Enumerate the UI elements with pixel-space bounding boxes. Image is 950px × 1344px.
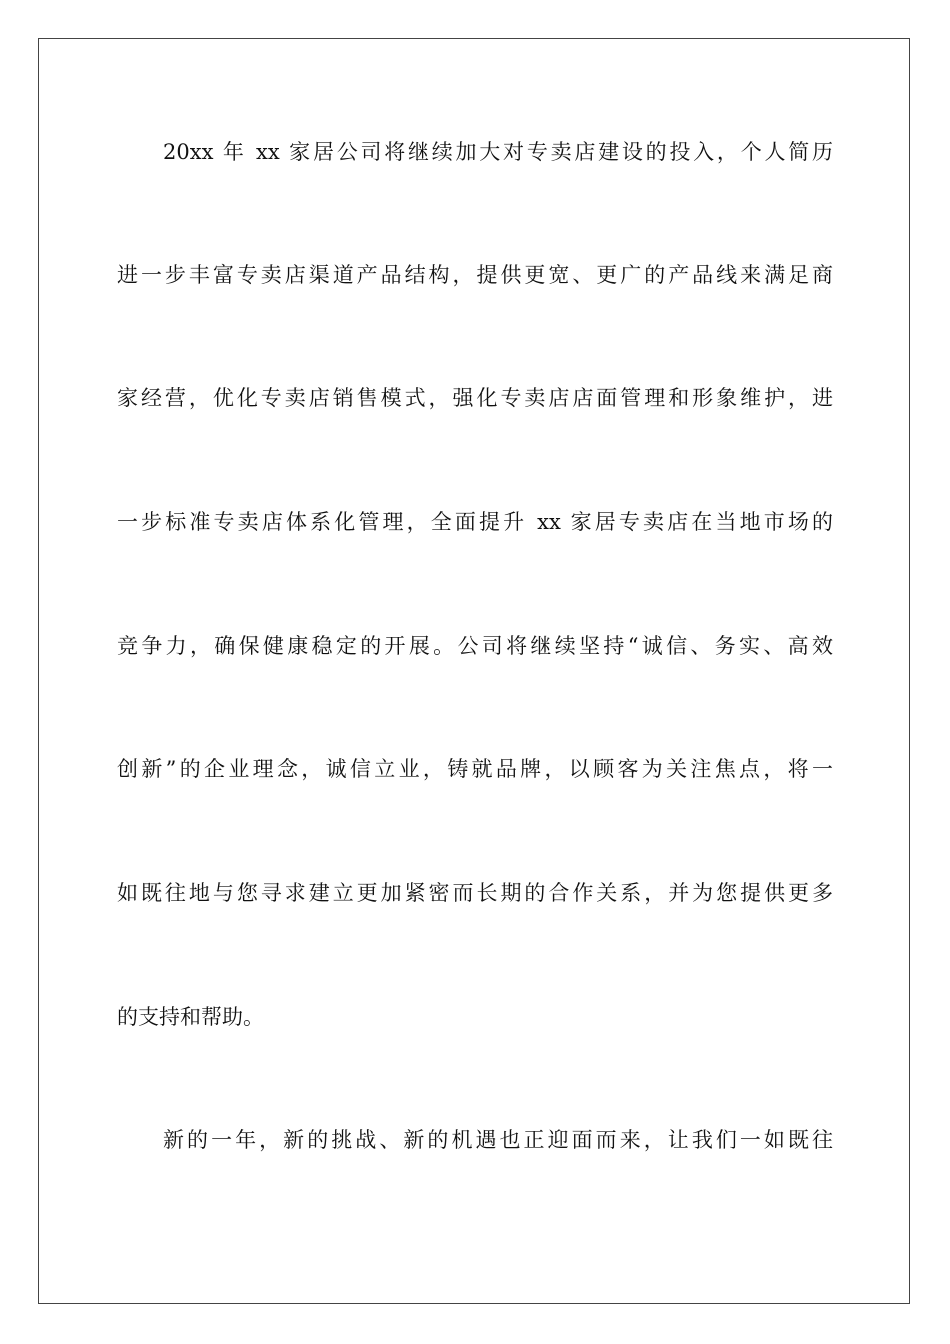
paragraph-1-line-7: 如既往地与您寻求建立更加紧密而长期的合作关系，并为您提供更多 bbox=[117, 881, 833, 905]
paragraph-1-line-5: 竞争力，确保健康稳定的开展。公司将继续坚持“诚信、务实、高效 bbox=[117, 634, 833, 658]
paragraph-1-line-4: 一步标准专卖店体系化管理，全面提升 xx 家居专卖店在当地市场的 bbox=[117, 510, 833, 534]
paragraph-1-line-2: 进一步丰富专卖店渠道产品结构，提供更宽、更广的产品线来满足商 bbox=[117, 263, 833, 287]
paragraph-2-line-1: 新的一年，新的挑战、新的机遇也正迎面而来，让我们一如既往 bbox=[163, 1128, 833, 1152]
paragraph-1-line-1: 20xx 年 xx 家居公司将继续加大对专卖店建设的投入，个人简历 bbox=[163, 140, 833, 164]
page-frame bbox=[38, 38, 910, 1304]
paragraph-1-line-6: 创新”的企业理念，诚信立业，铸就品牌，以顾客为关注焦点，将一 bbox=[117, 757, 833, 781]
paragraph-1-line-3: 家经营，优化专卖店销售模式，强化专卖店店面管理和形象维护，进 bbox=[117, 386, 833, 410]
paragraph-1-line-8: 的支持和帮助。 bbox=[117, 1005, 264, 1029]
